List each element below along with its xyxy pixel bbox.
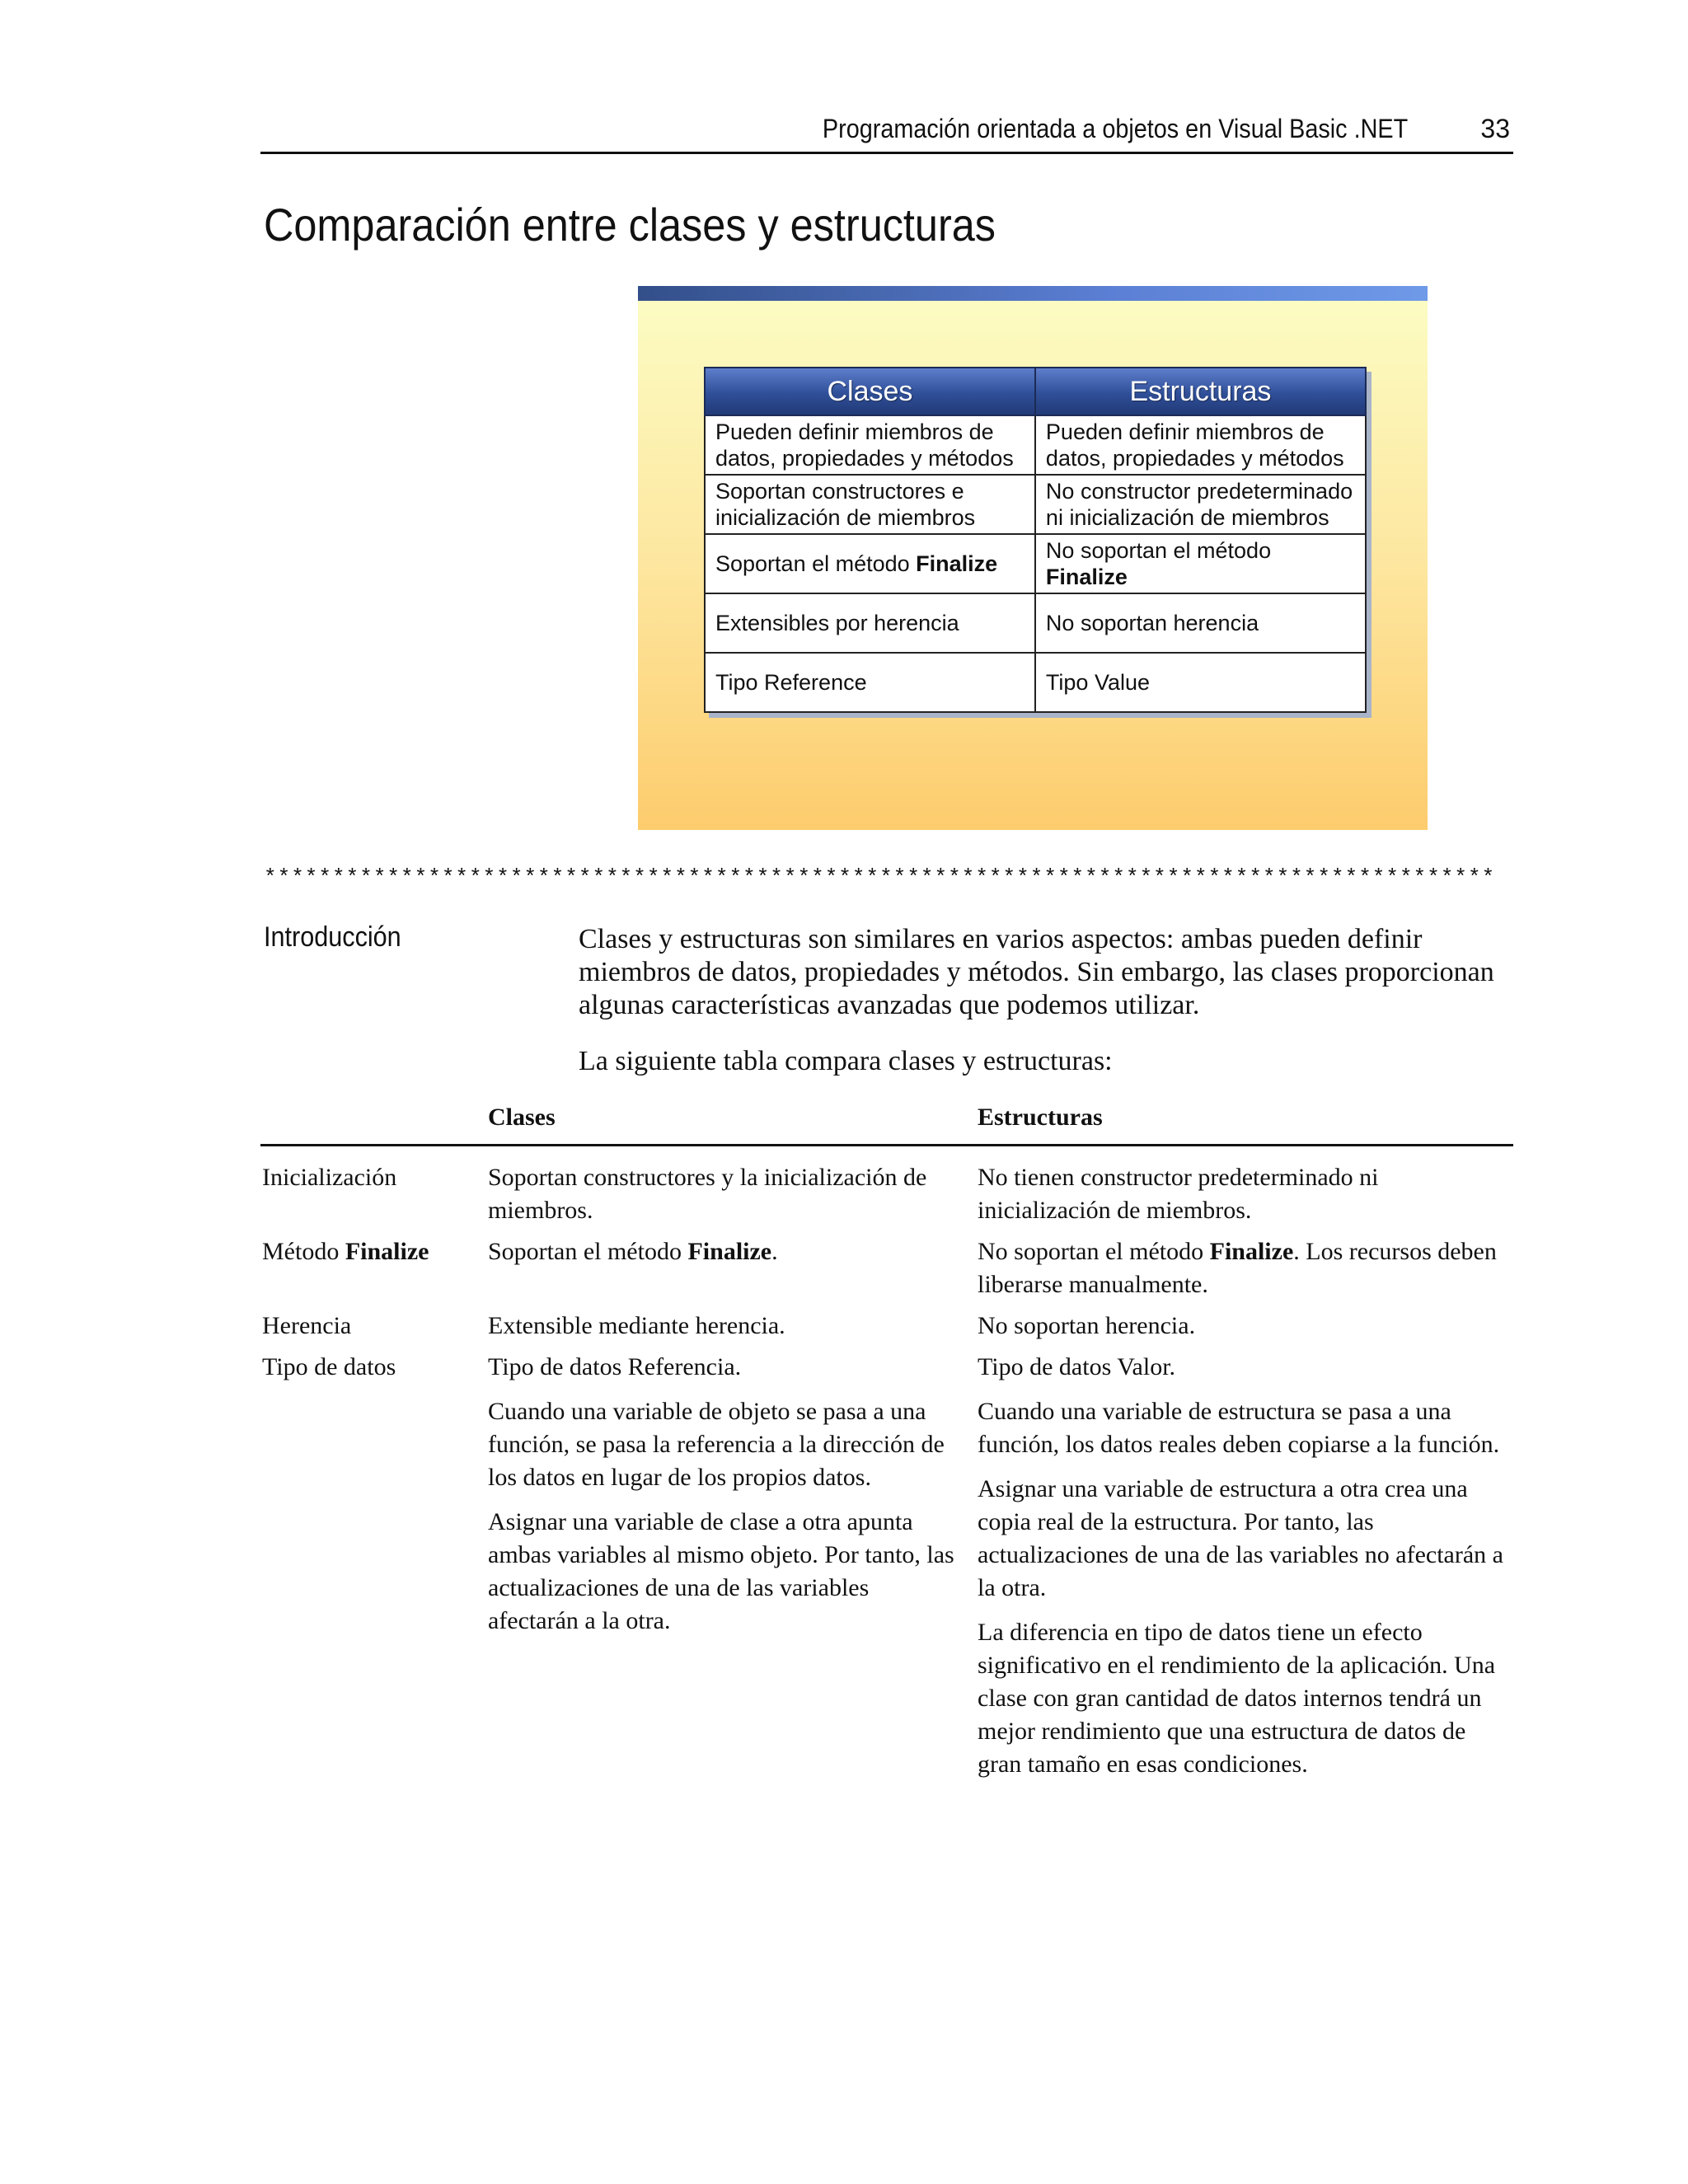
slide-title-bar (638, 286, 1428, 301)
page-number: 33 (1480, 114, 1510, 143)
slide-row (705, 653, 1366, 712)
slide-cell: Pueden definir miembros de datos, propiedades y métodos (1035, 415, 1366, 475)
slide-cell: Tipo Value (1035, 653, 1366, 712)
slide-cell-text: Soportan el método (715, 551, 917, 576)
cell-paragraph: Tipo de datos Valor. (978, 1353, 1176, 1380)
intro-label: Introducción (264, 921, 401, 953)
cell-keyword: Finalize (1209, 1238, 1294, 1265)
slide-row (705, 534, 1366, 593)
cell-estructuras: No soportan herencia. (978, 1312, 1196, 1339)
table-intro: La siguiente tabla compara clases y estructuras: (579, 1046, 1113, 1076)
cell-paragraph: Cuando una variable de estructura se pasa a una función, los datos reales deben copiarse a la función. (978, 1398, 1500, 1458)
cell-paragraph: Tipo de datos Referencia. (488, 1353, 742, 1380)
slide-header-clases: Clases (705, 368, 1035, 415)
cell-clases (488, 1343, 978, 1781)
slide-cell: Extensibles por herencia (705, 593, 1035, 653)
slide-comparison-table (704, 367, 1367, 713)
column-header-estructuras: Estructuras (978, 1096, 1513, 1146)
row-label: Herencia (262, 1312, 352, 1339)
slide-row (705, 593, 1366, 653)
cell-estructuras (978, 1343, 1513, 1781)
slide-row (705, 415, 1366, 475)
cell-paragraph: Asignar una variable de clase a otra apunta ambas variables al mismo objeto. Por tanto, las actualizaciones de una de las variables afectarán a la otra. (488, 1508, 954, 1634)
table-row (260, 1301, 1513, 1343)
row-label-text: Método (262, 1238, 345, 1265)
cell-estructuras: No tienen constructor predeterminado ni inicialización de miembros. (978, 1164, 1379, 1224)
row-label-keyword: Finalize (345, 1238, 429, 1265)
cell-clases: Soportan constructores y la inicialización de miembros. (488, 1164, 927, 1224)
row-label: Tipo de datos (262, 1353, 396, 1380)
cell-estructuras (978, 1227, 1513, 1301)
table-row (260, 1146, 1513, 1228)
column-header-empty (260, 1096, 488, 1146)
slide-cell (705, 534, 1035, 593)
cell-text: . (771, 1238, 778, 1265)
intro-paragraph: Clases y estructuras son similares en varios aspectos: ambas pueden definir miembros de datos, propiedades y métodos. Sin embargo, las clases proporcionan algunas características avanzadas que podemos utilizar. (579, 924, 1494, 1020)
slide-cell-text: No soportan el método (1045, 538, 1272, 563)
table-row (260, 1343, 1513, 1781)
slide-cell: Tipo Reference (705, 653, 1035, 712)
slide-cell: No constructor predeterminado ni inicialización de miembros (1035, 475, 1366, 534)
table-row (260, 1227, 1513, 1301)
slide-cell: No soportan herencia (1035, 593, 1366, 653)
cell-paragraph: La diferencia en tipo de datos tiene un efecto significativo en el rendimiento de la aplicación. Una clase con gran cantidad de datos internos tendrá un mejor rendimiento que una estructura de datos de gran tamaño en esas condiciones. (978, 1619, 1496, 1778)
separator-stars: ****************************************************************************************** (264, 865, 1496, 890)
page-title: Comparación entre clases y estructuras (264, 199, 996, 251)
comparison-table (260, 1096, 1513, 1781)
slide-cell: Pueden definir miembros de datos, propiedades y métodos (705, 415, 1035, 475)
cell-text: . Los recursos deben liberarse manualmente. (978, 1238, 1497, 1298)
running-header-title: Programación orientada a objetos en Visual Basic .NET (822, 114, 1408, 143)
cell-clases (488, 1227, 978, 1301)
slide-cell: Soportan constructores e inicialización de miembros (705, 475, 1035, 534)
cell-clases: Extensible mediante herencia. (488, 1312, 785, 1339)
cell-paragraph: Cuando una variable de objeto se pasa a una función, se pasa la referencia a la dirección de los datos en lugar de los propios datos. (488, 1398, 945, 1491)
cell-paragraph: Asignar una variable de estructura a otra crea una copia real de la estructura. Por tanto, las actualizaciones de una de las variables no afectarán a la otra. (978, 1475, 1503, 1601)
column-header-clases: Clases (488, 1096, 978, 1146)
running-header (260, 109, 1513, 154)
row-label (260, 1227, 488, 1301)
slide-row (705, 475, 1366, 534)
slide-image (638, 286, 1428, 830)
row-label: Inicialización (262, 1164, 397, 1191)
cell-text: No soportan el método (978, 1238, 1210, 1265)
slide-header-estructuras: Estructuras (1035, 368, 1366, 415)
slide-cell (1035, 534, 1366, 593)
slide-keyword: Finalize (1045, 565, 1128, 589)
cell-text: Soportan el método (488, 1238, 688, 1265)
cell-keyword: Finalize (687, 1238, 772, 1265)
slide-keyword: Finalize (916, 551, 998, 576)
